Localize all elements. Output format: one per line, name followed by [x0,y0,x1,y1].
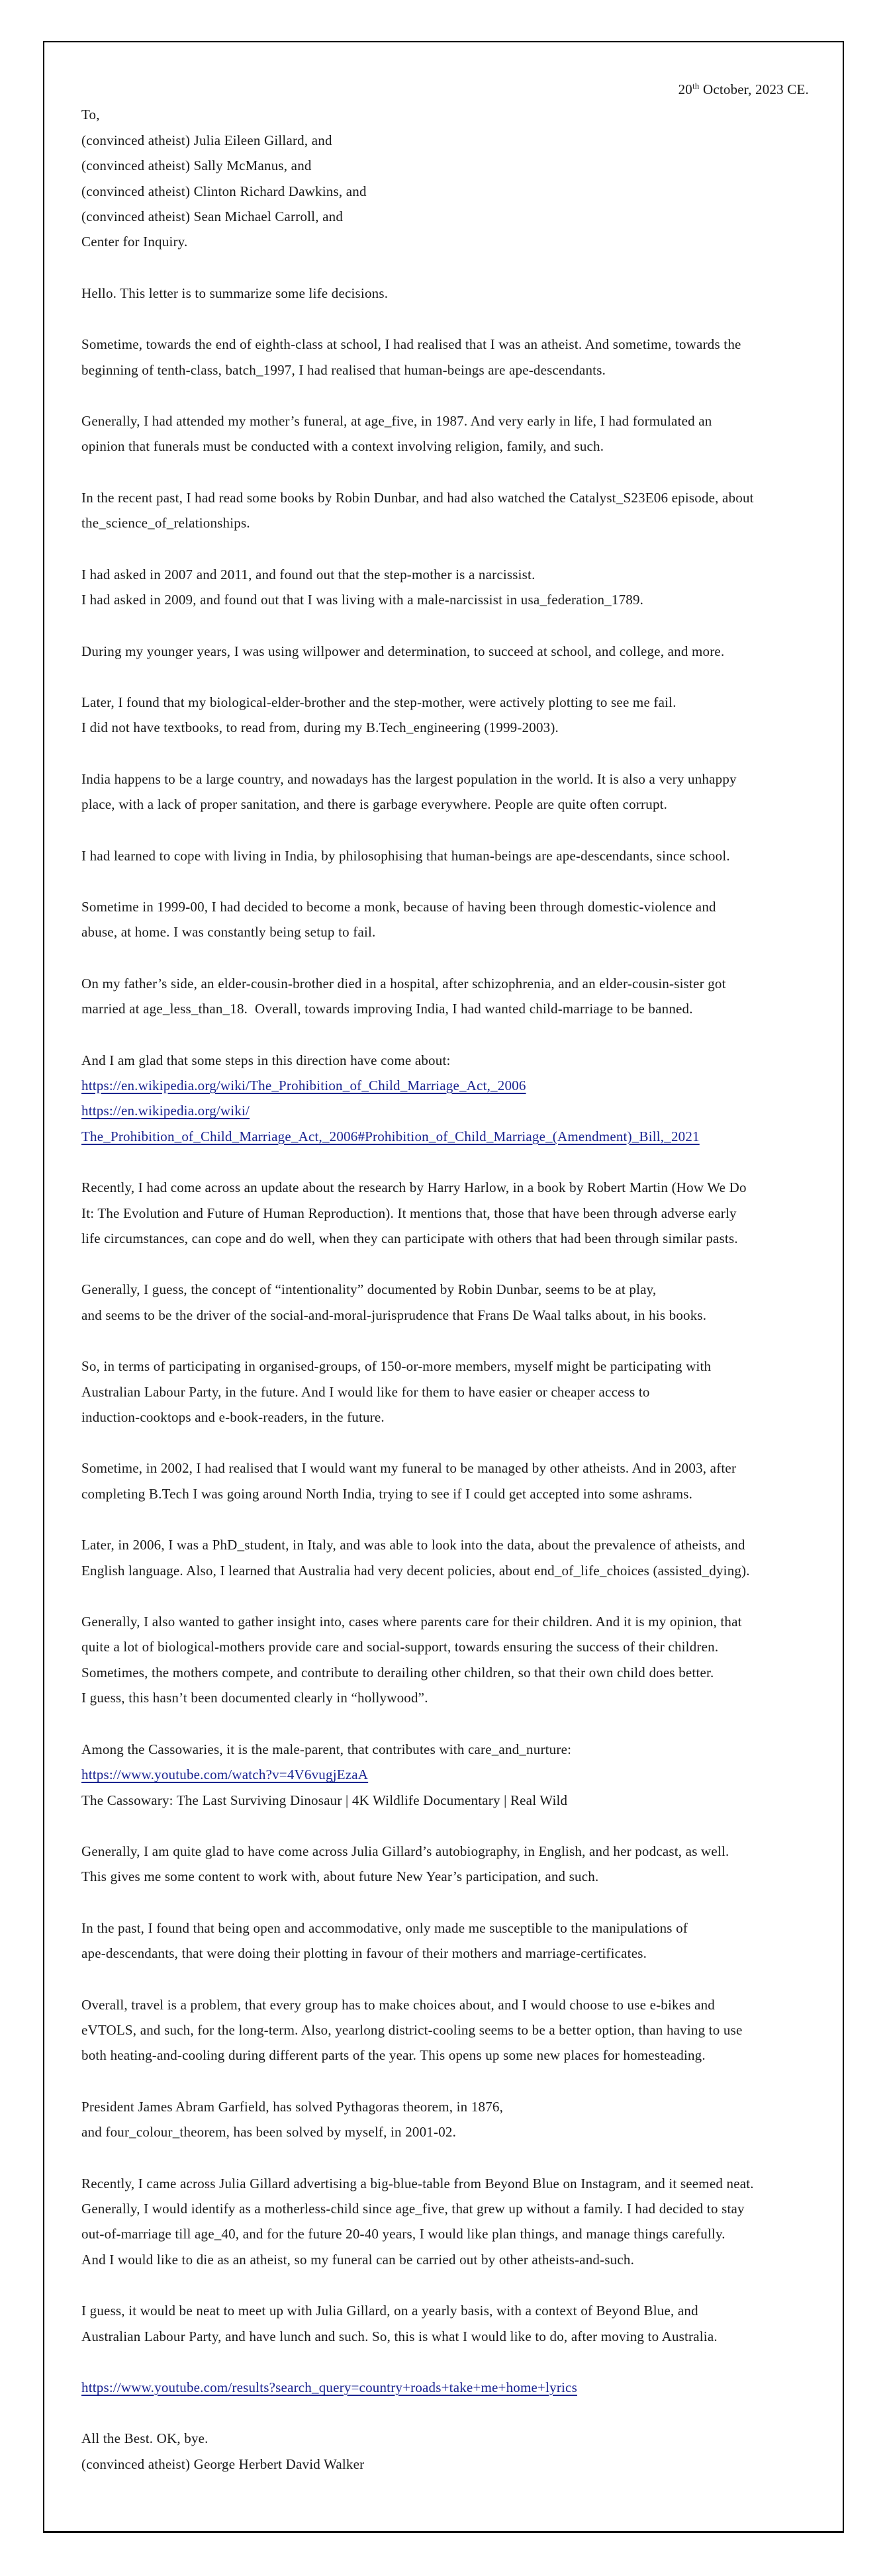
letter-body [81,102,829,2477]
text-line: Later, in 2006, I was a PhD_student, in Italy, and was able to look into the data, about the prevalence of atheists, and [81,1537,745,1553]
paragraph [81,1532,829,1583]
text-line: Generally, I guess, the concept of “intentionality” documented by Robin Dunbar, seems to be at play, [81,1281,657,1298]
paragraph [81,843,829,868]
text-line: Generally, I would identify as a motherless-child since age_five, that grew up without a family. I had decided to stay [81,2200,745,2217]
text-line: Sometime in 1999-00, I had decided to become a monk, because of having been through domestic-violence and [81,898,716,915]
text-line: Australian Labour Party, in the future. And I would like for them to have easier or cheaper access to [81,1383,650,1400]
paragraph [81,1175,829,1251]
paragraph [81,690,829,741]
paragraph [81,971,829,1022]
text-line: Hello. This letter is to summarize some life decisions. [81,285,389,301]
date-rest: October, 2023 CE. [699,81,809,97]
text-line: Generally, I had attended my mother’s funeral, at age_five, in 1987. And very early in life, I had formulated an [81,413,712,430]
text-line: (convinced atheist) Sean Michael Carroll, and [81,208,344,225]
text-line: So, in terms of participating in organised-groups, of 150-or-more members, myself might be participating with [81,1358,712,1375]
paragraph [81,1048,829,1150]
paragraph [81,562,829,613]
text-line: I guess, it would be neat to meet up with Julia Gillard, on a yearly basis, with a context of Beyond Blue, and [81,2303,698,2319]
text-line: completing B.Tech I was going around North India, trying to see if I could get accepted into some ashrams. [81,1485,693,1502]
link-line-row [81,2375,829,2400]
text-line: Recently, I had come across an update about the research by Harry Harlow, in a book by Robert Martin (How We Do [81,1179,747,1196]
paragraph [81,2375,829,2400]
text-line: Sometime, towards the end of eighth-class at school, I had realised that I was an atheist. And sometime, towards the [81,336,741,353]
paragraph [81,766,829,817]
date-ordinal: th [692,81,700,91]
paragraph [81,485,829,536]
text-line: I did not have textbooks, to read from, during my B.Tech_engineering (1999-2003). [81,719,559,736]
text-line: President James Abram Garfield, has solved Pythagoras theorem, in 1876, [81,2098,504,2115]
text-line: All the Best. OK, bye. [81,2430,209,2447]
text-line: And I am glad that some steps in this direction have come about: [81,1052,451,1068]
text-line: (convinced atheist) Clinton Richard Dawkins, and [81,183,367,199]
text-line: Later, I found that my biological-elder-brother and the step-mother, were actively plotting to see me fail. [81,694,677,710]
text-line: On my father’s side, an elder-cousin-brother died in a hospital, after schizophrenia, and an elder-cousin-sister got [81,975,726,991]
date-line [81,77,829,102]
paragraph [81,2298,829,2349]
text-line: To, [81,107,100,123]
paragraph [81,281,829,306]
link-line-row [81,1762,829,1787]
text-line: and four_colour_theorem, has been solved by myself, in 2001-02. [81,2124,457,2140]
text-line: life circumstances, can cope and do well, when they can participate with others that had been through similar pasts. [81,1230,738,1246]
text-line: In the past, I found that being open and accommodative, only made me susceptible to the manipulations of [81,1919,688,1936]
text-line: (convinced atheist) George Herbert David Walker [81,2456,365,2472]
link-line[interactable]: https://en.wikipedia.org/wiki/The_Prohibition_of_Child_Marriage_Act,_2006 [81,1077,526,1093]
text-line: abuse, at home. I was constantly being setup to fail. [81,924,376,941]
text-line: Generally, I am quite glad to have come across Julia Gillard’s autobiography, in English, and her podcast, as well. [81,1843,729,1859]
paragraph [81,1992,829,2068]
text-line: Center for Inquiry. [81,234,188,250]
text-line: The Cassowary: The Last Surviving Dinosaur | 4K Wildlife Documentary | Real Wild [81,1792,568,1808]
text-line: Recently, I came across Julia Gillard advertising a big-blue-table from Beyond Blue on Instagram, and it seemed neat. [81,2175,754,2191]
text-line: induction-cooktops and e-book-readers, in the future. [81,1409,385,1426]
text-line: Among the Cassowaries, it is the male-parent, that contributes with care_and_nurture: [81,1741,572,1757]
link-line[interactable]: https://www.youtube.com/watch?v=4V6vugjEzaA [81,1767,369,1783]
text-line: (convinced atheist) Julia Eileen Gillard, and [81,132,332,148]
text-line: (convinced atheist) Sally McManus, and [81,158,312,174]
text-line: I had asked in 2007 and 2011, and found out that the step-mother is a narcissist. [81,566,536,582]
link-line-row [81,1073,829,1098]
text-line: In the recent past, I had read some books by Robin Dunbar, and had also watched the Catalyst_S23E06 episode, about [81,489,754,506]
letter-content [81,77,829,2477]
paragraph [81,1839,829,1890]
text-line: place, with a lack of proper sanitation, and there is garbage everywhere. People are quite often corrupt. [81,796,668,813]
text-line: beginning of tenth-class, batch_1997, I had realised that human-beings are ape-descendants. [81,361,606,378]
text-line: eVTOLS, and such, for the long-term. Also, yearlong district-cooling seems to be a better option, than having to use [81,2021,743,2038]
date-day: 20 [678,81,692,97]
paragraph [81,1277,829,1328]
text-line: Overall, travel is a problem, that every group has to make choices about, and I would choose to use e-bikes and [81,1996,715,2013]
text-line: Sometimes, the mothers compete, and contribute to derailing other children, so that their own child does better. [81,1664,714,1680]
text-line: During my younger years, I was using willpower and determination, to succeed at school, and college, and more. [81,643,725,659]
text-line: I had asked in 2009, and found out that I was living with a male-narcissist in usa_federation_1789. [81,592,644,608]
paragraph [81,1455,829,1506]
paragraph [81,408,829,459]
text-line: and seems to be the driver of the social-and-moral-jurisprudence that Frans De Waal talks about, in his books. [81,1307,707,1323]
text-line: English language. Also, I learned that Australia had very decent policies, about end_of_life_choices (assisted_dying). [81,1562,750,1579]
text-line: India happens to be a large country, and nowadays has the largest population in the world. It is also a very unhappy [81,770,737,787]
text-line: opinion that funerals must be conducted with a context involving religion, family, and such. [81,438,604,455]
text-line: I guess, this hasn’t been documented clearly in “hollywood”. [81,1690,428,1706]
text-line: Australian Labour Party, and have lunch and such. So, this is what I would like to do, after moving to Australia. [81,2328,718,2344]
paragraph [81,639,829,664]
text-line: out-of-marriage till age_40, and for the future 20-40 years, I would like plan things, and manage things carefully. [81,2226,725,2242]
paragraph [81,102,829,254]
link-line-row [81,1098,829,1123]
text-line: I had learned to cope with living in India, by philosophising that human-beings are ape-descendants, since school. [81,847,730,864]
text-line: Sometime, in 2002, I had realised that I would want my funeral to be managed by other atheists. And in 2003, after [81,1460,737,1477]
paragraph [81,1915,829,1966]
text-line: ape-descendants, that were doing their plotting in favour of their mothers and marriage-certificates. [81,1945,647,1962]
paragraph [81,332,829,383]
text-line: quite a lot of biological-mothers provide care and social-support, towards ensuring the success of their children. [81,1639,719,1655]
paragraph [81,2094,829,2145]
text-line: married at age_less_than_18. Overall, towards improving India, I had wanted child-marriage to be banned. [81,1001,693,1017]
text-line: It: The Evolution and Future of Human Reproduction). It mentions that, those that have been through adverse early [81,1205,737,1221]
link-line[interactable]: https://en.wikipedia.org/wiki/ [81,1103,250,1119]
text-line: Generally, I also wanted to gather insight into, cases where parents care for their children. And it is my opinion, that [81,1614,742,1630]
link-line[interactable]: https://www.youtube.com/results?search_query=country+roads+take+me+home+lyrics [81,2379,577,2395]
text-line: the_science_of_relationships. [81,515,250,531]
link-line-row [81,1124,829,1149]
paragraph [81,1609,829,1711]
text-line: This gives me some content to work with, about future New Year’s participation, and such. [81,1868,599,1885]
paragraph [81,894,829,945]
paragraph [81,2426,829,2477]
link-line[interactable]: The_Prohibition_of_Child_Marriage_Act,_2006#Prohibition_of_Child_Marriage_(Amendment)_Bill,_2021 [81,1128,700,1144]
paragraph [81,1354,829,1430]
text-line: both heating-and-cooling during different parts of the year. This opens up some new places for homesteading. [81,2047,706,2064]
paragraph [81,1737,829,1813]
paragraph [81,2171,829,2273]
text-line: And I would like to die as an atheist, so my funeral can be carried out by other atheists-and-such. [81,2251,635,2268]
